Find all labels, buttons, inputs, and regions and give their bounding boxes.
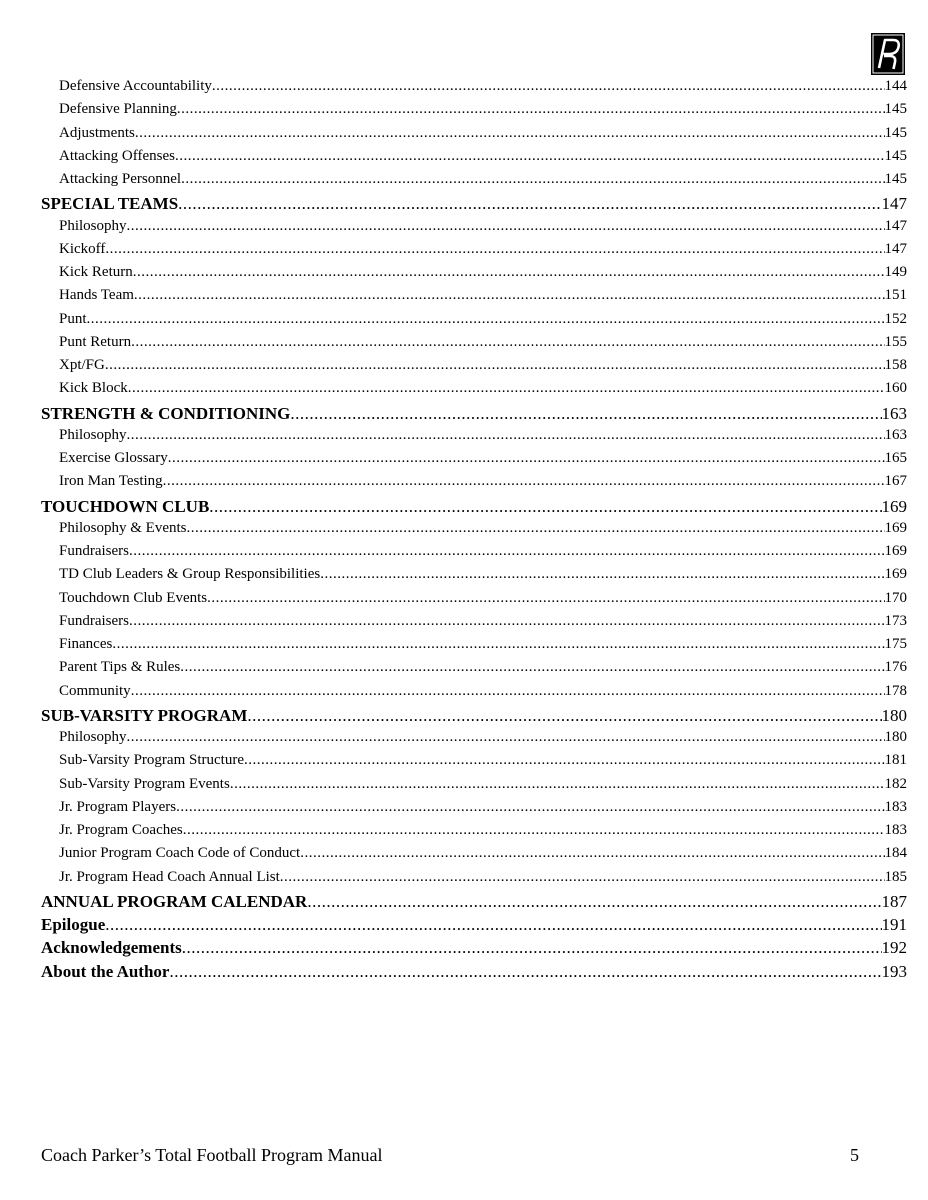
toc-dot-leader bbox=[131, 334, 884, 351]
toc-entry-title: Sub-Varsity Program Structure bbox=[59, 752, 244, 769]
toc-entry-title: Fundraisers bbox=[59, 543, 129, 559]
toc-entry-title: Defensive Planning bbox=[59, 101, 177, 118]
toc-entry-page: 187 bbox=[881, 891, 907, 911]
toc-dot-leader bbox=[133, 264, 885, 281]
toc-dot-leader bbox=[207, 590, 884, 607]
toc-dot-leader bbox=[187, 520, 885, 537]
toc-dot-leader bbox=[168, 450, 885, 467]
toc-entry bbox=[59, 683, 907, 700]
toc-section-heading bbox=[41, 404, 907, 424]
toc-entry-page: 170 bbox=[884, 589, 907, 606]
toc-dot-leader bbox=[180, 659, 884, 676]
toc-entry bbox=[59, 380, 907, 397]
toc-dot-leader bbox=[163, 473, 885, 490]
toc-entry bbox=[59, 729, 907, 746]
toc-dot-leader bbox=[105, 241, 884, 258]
toc-entry bbox=[59, 845, 907, 862]
toc-entry-title: Philosophy bbox=[59, 426, 127, 443]
toc-entry-title: Iron Man Testing bbox=[59, 473, 163, 490]
toc-entry-page: 145 bbox=[884, 147, 907, 164]
toc-entry bbox=[59, 101, 907, 118]
toc-entry-title: Epilogue bbox=[41, 915, 106, 934]
toc-entry-page: 182 bbox=[884, 775, 907, 792]
toc-dot-leader bbox=[134, 287, 885, 304]
toc-section-heading bbox=[41, 938, 907, 958]
toc-entry-title: Philosophy bbox=[59, 729, 127, 745]
toc-entry-title: Fundraisers bbox=[59, 612, 129, 629]
toc-entry-title: SPECIAL TEAMS bbox=[41, 194, 179, 214]
toc-entry-title: About the Author bbox=[41, 961, 170, 981]
toc-entry-page: 169 bbox=[884, 566, 907, 583]
toc-entry-title: Kickoff bbox=[59, 240, 106, 257]
toc-entry bbox=[59, 427, 907, 444]
toc-dot-leader bbox=[320, 566, 884, 583]
toc-entry-title: Adjustments bbox=[59, 124, 135, 141]
toc-dot-leader bbox=[183, 822, 885, 839]
toc-entry-title: Acknowledgements bbox=[41, 938, 182, 958]
toc-dot-leader bbox=[177, 101, 885, 118]
toc-entry-page: 173 bbox=[884, 612, 907, 629]
toc-entry-page: 165 bbox=[884, 450, 907, 466]
toc-section-heading bbox=[41, 706, 907, 726]
toc-entry-page: 145 bbox=[884, 101, 907, 118]
toc-entry-title: Parent Tips & Rules bbox=[59, 659, 181, 676]
toc-dot-leader bbox=[131, 683, 885, 700]
toc-section-heading bbox=[41, 497, 907, 517]
toc-entry-page: 149 bbox=[884, 264, 907, 280]
toc-entry bbox=[59, 566, 907, 583]
toc-entry-title: Kick Block bbox=[59, 380, 128, 397]
toc-entry-title: Defensive Accountability bbox=[59, 78, 212, 94]
toc-dot-leader bbox=[105, 357, 885, 374]
toc-entry-title: Exercise Glossary bbox=[59, 450, 168, 466]
toc-dot-leader bbox=[129, 543, 885, 560]
toc-entry-page: 193 bbox=[881, 961, 907, 981]
toc-entry-page: 160 bbox=[884, 380, 907, 397]
toc-entry-page: 158 bbox=[884, 357, 907, 373]
toc-dot-leader bbox=[300, 845, 884, 862]
toc-entry bbox=[59, 613, 907, 630]
toc-entry-page: 145 bbox=[884, 171, 907, 187]
toc-entry-title: Jr. Program Coaches bbox=[59, 822, 183, 838]
toc-entry bbox=[59, 543, 907, 560]
toc-dot-leader bbox=[212, 78, 885, 95]
toc-entry-page: 144 bbox=[884, 78, 907, 94]
toc-entry-title: Attacking Personnel bbox=[59, 171, 182, 187]
toc-entry-page: 180 bbox=[884, 729, 907, 745]
pr-logo-icon bbox=[870, 32, 906, 76]
toc-dot-leader bbox=[135, 125, 885, 142]
toc-dot-leader bbox=[105, 915, 881, 935]
toc-entry-title: ANNUAL PROGRAM CALENDAR bbox=[41, 891, 308, 911]
toc-entry-title: Punt bbox=[59, 310, 87, 327]
toc-entry bbox=[59, 171, 907, 188]
toc-entry-title: STRENGTH & CONDITIONING bbox=[41, 403, 291, 423]
toc-entry-page: 176 bbox=[884, 659, 907, 676]
toc-entry-page: 175 bbox=[884, 636, 907, 652]
toc-entry-page: 169 bbox=[884, 543, 907, 559]
toc-entry bbox=[59, 264, 907, 281]
toc-entry bbox=[59, 450, 907, 467]
toc-entry-page: 163 bbox=[881, 403, 907, 423]
page-number: 5 bbox=[850, 1145, 859, 1165]
toc-dot-leader bbox=[307, 892, 881, 912]
toc-dot-leader bbox=[127, 729, 885, 746]
toc-entry-page: 155 bbox=[884, 333, 907, 350]
toc-entry-title: TD Club Leaders & Group Responsibilities bbox=[59, 566, 321, 583]
toc-entry-page: 169 bbox=[884, 519, 907, 536]
toc-entry-title: Jr. Program Players bbox=[59, 798, 177, 815]
toc-entry-page: 167 bbox=[884, 473, 907, 490]
toc-section-heading bbox=[41, 962, 907, 982]
toc-entry bbox=[59, 799, 907, 816]
toc-dot-leader bbox=[178, 194, 881, 214]
toc-entry-page: 147 bbox=[884, 240, 907, 257]
toc-entry-page: 163 bbox=[884, 426, 907, 443]
toc-entry-title: Attacking Offenses bbox=[59, 147, 175, 164]
toc-entry-page: 183 bbox=[884, 798, 907, 815]
toc-dot-leader bbox=[169, 962, 881, 982]
toc-entry bbox=[59, 311, 907, 328]
toc-entry-page: 180 bbox=[881, 705, 907, 725]
toc-dot-leader bbox=[290, 404, 881, 424]
toc-entry-page: 169 bbox=[881, 496, 907, 516]
toc-entry-title: Junior Program Coach Code of Conduct bbox=[59, 845, 301, 862]
toc-dot-leader bbox=[128, 380, 885, 397]
toc-entry-page: 184 bbox=[884, 845, 907, 862]
toc-entry bbox=[59, 334, 907, 351]
toc-dot-leader bbox=[175, 148, 885, 165]
toc-entry bbox=[59, 869, 907, 886]
toc-entry-title: Sub-Varsity Program Events bbox=[59, 775, 230, 792]
toc-dot-leader bbox=[209, 497, 881, 517]
toc-dot-leader bbox=[87, 311, 885, 328]
toc-entry-page: 178 bbox=[884, 682, 907, 699]
toc-entry-title: TOUCHDOWN CLUB bbox=[41, 496, 210, 516]
toc-dot-leader bbox=[112, 636, 884, 653]
toc-entry bbox=[59, 822, 907, 839]
toc-entry bbox=[59, 78, 907, 95]
toc-entry bbox=[59, 357, 907, 374]
toc-entry-page: 192 bbox=[881, 938, 907, 958]
toc-entry bbox=[59, 636, 907, 653]
toc-entry bbox=[59, 776, 907, 793]
toc-entry-title: Punt Return bbox=[59, 333, 132, 350]
toc-entry bbox=[59, 752, 907, 769]
toc-dot-leader bbox=[230, 776, 885, 793]
toc-entry-page: 152 bbox=[884, 310, 907, 327]
toc-dot-leader bbox=[129, 613, 885, 630]
toc-entry-title: Finances bbox=[59, 636, 113, 652]
toc-entry-title: Philosophy bbox=[59, 217, 127, 234]
toc-entry-page: 151 bbox=[884, 287, 907, 304]
toc-entry bbox=[59, 473, 907, 490]
toc-entry bbox=[59, 148, 907, 165]
toc-entry-title: Hands Team bbox=[59, 287, 134, 304]
toc-dot-leader bbox=[127, 427, 885, 444]
toc-entry-title: Kick Return bbox=[59, 264, 133, 280]
toc-entry-title: Touchdown Club Events bbox=[59, 589, 208, 606]
toc-entry-page: 147 bbox=[881, 194, 907, 214]
toc-entry-title: Xpt/FG bbox=[59, 357, 105, 373]
toc-entry-page: 183 bbox=[884, 822, 907, 838]
toc-entry-title: Jr. Program Head Coach Annual List bbox=[59, 868, 280, 885]
toc-dot-leader bbox=[244, 752, 885, 769]
toc-dot-leader bbox=[280, 869, 885, 886]
toc-dot-leader bbox=[176, 799, 884, 816]
footer-title: Coach Parker’s Total Football Program Manual bbox=[41, 1145, 383, 1165]
toc-entry bbox=[59, 241, 907, 258]
toc-entry-page: 147 bbox=[884, 217, 907, 234]
toc-entry bbox=[59, 659, 907, 676]
toc-entry bbox=[59, 520, 907, 537]
toc-entry-page: 145 bbox=[884, 124, 907, 141]
toc-entry bbox=[59, 590, 907, 607]
toc-entry-page: 181 bbox=[884, 752, 907, 769]
toc-entry-page: 191 bbox=[881, 915, 907, 934]
toc-section-heading bbox=[41, 892, 907, 912]
toc-section-heading bbox=[41, 915, 907, 935]
toc-dot-leader bbox=[247, 706, 881, 726]
toc-entry bbox=[59, 125, 907, 142]
toc-entry-title: SUB-VARSITY PROGRAM bbox=[41, 705, 248, 725]
toc-section-heading bbox=[41, 194, 907, 214]
toc-entry-page: 185 bbox=[884, 868, 907, 885]
toc-dot-leader bbox=[127, 218, 885, 235]
toc-dot-leader bbox=[182, 938, 882, 958]
toc-entry bbox=[59, 287, 907, 304]
toc-entry-title: Community bbox=[59, 682, 131, 699]
toc-dot-leader bbox=[181, 171, 884, 188]
toc-entry-title: Philosophy & Events bbox=[59, 519, 187, 536]
toc-entry bbox=[59, 218, 907, 235]
